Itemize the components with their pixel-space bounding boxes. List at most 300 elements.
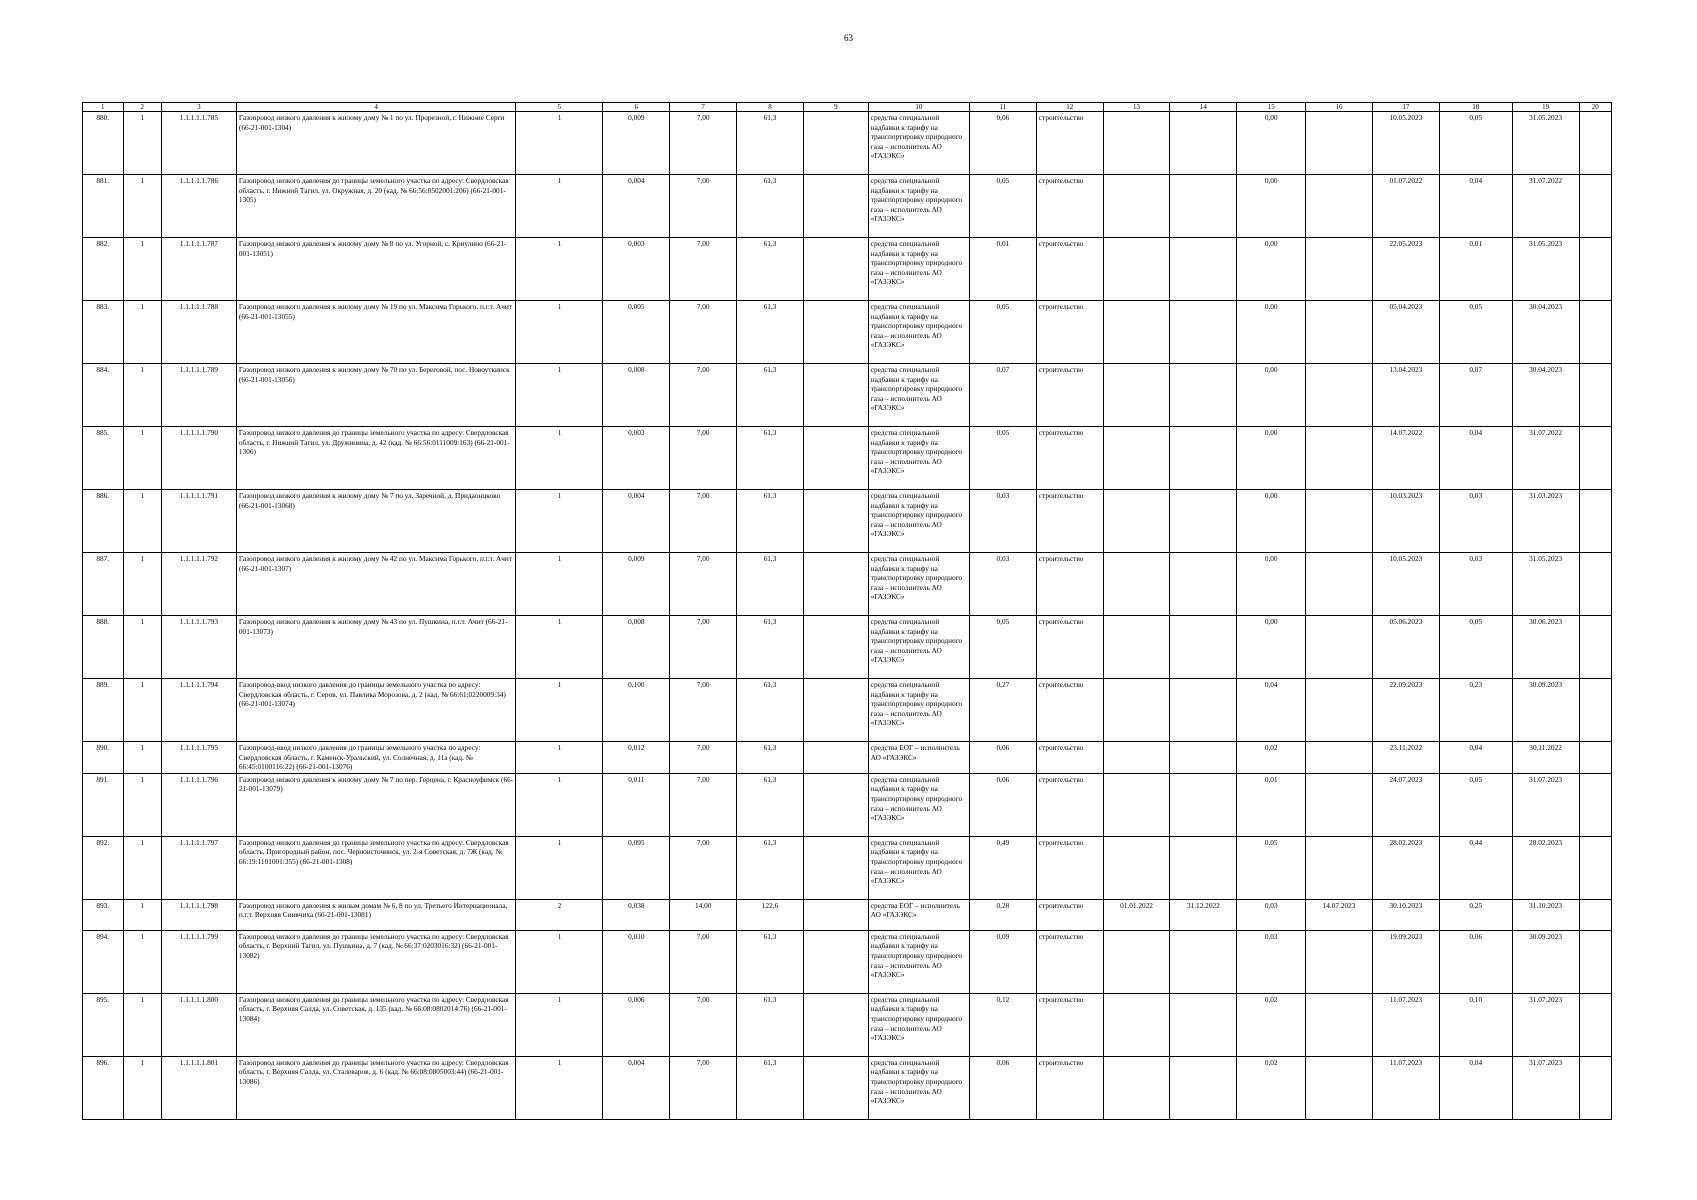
col-16-cell — [1306, 1056, 1373, 1119]
column-number-12: 12 — [1036, 103, 1103, 112]
work-type-cell: строительство — [1036, 836, 1103, 899]
col-17-cell: 13.04.2023 — [1372, 364, 1439, 427]
object-name-cell: Газопровод низкого давления к жилому дому № 8 по ул. Угорной, с. Криулино (66-21-001-13051) — [236, 238, 515, 301]
col-5-cell: 1 — [516, 930, 603, 993]
work-type-cell: строительство — [1036, 773, 1103, 836]
object-name-cell: Газопровод низкого давления до границы земельного участка по адресу: Свердловская область, г. Верхний Тагил, ул. Пушкина, д. 7 (кад. № 66:37:0203016:32) (66-21-001-13082) — [236, 930, 515, 993]
col-9-cell — [803, 616, 868, 679]
col-11-cell: 0,06 — [969, 1056, 1036, 1119]
col-16-cell — [1306, 993, 1373, 1056]
funding-source-cell: средства специальной надбавки к тарифу на транспортировку природного газа – исполнитель АО «ГАЗЭКС» — [868, 364, 969, 427]
col-8-cell: 61,3 — [737, 427, 804, 490]
column-number-8: 8 — [737, 103, 804, 112]
col-5-cell: 1 — [516, 364, 603, 427]
table-row — [83, 490, 1612, 553]
col-18-cell: 0,23 — [1439, 679, 1512, 742]
col-2-cell: 1 — [123, 899, 161, 930]
object-name-cell: Газопровод низкого давления до границы земельного участка по адресу: Свердловская область, г. Верхняя Салда, ул. Советская, д. 135 (кад. № 66:08:0802014:76) (66-21-001-13084) — [236, 993, 515, 1056]
row-number-cell: 886. — [83, 490, 124, 553]
col-13-cell — [1103, 773, 1170, 836]
col-5-cell: 1 — [516, 773, 603, 836]
col-8-cell: 61,3 — [737, 301, 804, 364]
col-15-cell: 0,00 — [1237, 301, 1306, 364]
col-17-cell: 19.09.2023 — [1372, 930, 1439, 993]
col-6-cell: 0,010 — [603, 930, 670, 993]
col-18-cell: 0,44 — [1439, 836, 1512, 899]
column-number-17: 17 — [1372, 103, 1439, 112]
col-17-cell: 11.07.2023 — [1372, 1056, 1439, 1119]
table-row — [83, 1056, 1612, 1119]
funding-source-cell: средства ЕОГ – исполнитель АО «ГАЗЭКС» — [868, 899, 969, 930]
col-2-cell: 1 — [123, 993, 161, 1056]
col-8-cell: 61,3 — [737, 553, 804, 616]
col-5-cell: 1 — [516, 742, 603, 774]
col-14-cell: 31.12.2022 — [1170, 899, 1237, 930]
column-number-10: 10 — [868, 103, 969, 112]
table-row — [83, 993, 1612, 1056]
col-18-cell: 0,07 — [1439, 364, 1512, 427]
col-7-cell: 7,00 — [670, 364, 737, 427]
col-16-cell — [1306, 175, 1373, 238]
object-code-cell: 1.1.1.1.1.796 — [161, 773, 236, 836]
col-6-cell: 0,011 — [603, 773, 670, 836]
funding-source-cell: средства специальной надбавки к тарифу на транспортировку природного газа – исполнитель АО «ГАЗЭКС» — [868, 175, 969, 238]
col-13-cell — [1103, 490, 1170, 553]
col-15-cell: 0,02 — [1237, 742, 1306, 774]
col-19-cell: 31.10.2023 — [1512, 899, 1579, 930]
table-row — [83, 112, 1612, 175]
col-15-cell: 0,00 — [1237, 238, 1306, 301]
object-name-cell: Газопровод низкого давления к жилому дому № 19 по ул. Максима Горького, п.г.т. Ачит (66-21-001-13055) — [236, 301, 515, 364]
col-14-cell — [1170, 553, 1237, 616]
object-name-cell: Газопровод низкого давления до границы земельного участка по адресу: Свердловская область, г. Нижний Тагил, ул. Дружинина, д. 42 (кад. № 66:56:0111009:163) (66-21-001-1306) — [236, 427, 515, 490]
col-11-cell: 0,12 — [969, 993, 1036, 1056]
col-2-cell: 1 — [123, 930, 161, 993]
col-7-cell: 7,00 — [670, 112, 737, 175]
col-7-cell: 7,00 — [670, 930, 737, 993]
funding-source-cell: средства ЕОГ – исполнитель АО «ГАЗЭКС» — [868, 742, 969, 774]
col-13-cell — [1103, 238, 1170, 301]
col-7-cell: 7,00 — [670, 490, 737, 553]
col-2-cell: 1 — [123, 175, 161, 238]
col-20-cell — [1579, 836, 1612, 899]
col-19-cell: 31.07.2023 — [1512, 993, 1579, 1056]
col-2-cell: 1 — [123, 490, 161, 553]
row-number-cell: 896. — [83, 1056, 124, 1119]
row-number-cell: 892. — [83, 836, 124, 899]
table-row — [83, 616, 1612, 679]
col-2-cell: 1 — [123, 773, 161, 836]
col-2-cell: 1 — [123, 836, 161, 899]
col-11-cell: 0,07 — [969, 364, 1036, 427]
col-5-cell: 1 — [516, 238, 603, 301]
column-number-6: 6 — [603, 103, 670, 112]
column-number-16: 16 — [1306, 103, 1373, 112]
row-number-cell: 891. — [83, 773, 124, 836]
col-17-cell: 28.02.2023 — [1372, 836, 1439, 899]
table-body — [83, 112, 1612, 1120]
work-type-cell: строительство — [1036, 742, 1103, 774]
column-number-5: 5 — [516, 103, 603, 112]
page-number: 63 — [844, 33, 853, 43]
row-number-cell: 880. — [83, 112, 124, 175]
col-15-cell: 0,02 — [1237, 993, 1306, 1056]
col-18-cell: 0,05 — [1439, 301, 1512, 364]
col-13-cell — [1103, 679, 1170, 742]
col-7-cell: 7,00 — [670, 553, 737, 616]
object-name-cell: Газопровод низкого давления к жилому дому № 1 по ул. Прорезной, г. Нижние Серги (66-21-001-1304) — [236, 112, 515, 175]
col-6-cell: 0,004 — [603, 490, 670, 553]
col-19-cell: 31.03.2023 — [1512, 490, 1579, 553]
col-5-cell: 1 — [516, 679, 603, 742]
col-13-cell — [1103, 553, 1170, 616]
col-14-cell — [1170, 742, 1237, 774]
object-name-cell: Газопровод низкого давления к жилому дому № 42 по ул. Максима Горького, п.г.т. Ачит (66-21-001-1307) — [236, 553, 515, 616]
object-code-cell: 1.1.1.1.1.791 — [161, 490, 236, 553]
column-number-19: 19 — [1512, 103, 1579, 112]
object-code-cell: 1.1.1.1.1.797 — [161, 836, 236, 899]
col-16-cell: 14.07.2023 — [1306, 899, 1373, 930]
col-14-cell — [1170, 427, 1237, 490]
object-code-cell: 1.1.1.1.1.795 — [161, 742, 236, 774]
col-9-cell — [803, 899, 868, 930]
col-9-cell — [803, 490, 868, 553]
col-9-cell — [803, 112, 868, 175]
col-19-cell: 28.02.2023 — [1512, 836, 1579, 899]
col-14-cell — [1170, 175, 1237, 238]
investment-program-table — [82, 102, 1612, 1120]
col-16-cell — [1306, 238, 1373, 301]
table-row — [83, 301, 1612, 364]
col-8-cell: 61,3 — [737, 930, 804, 993]
col-20-cell — [1579, 364, 1612, 427]
col-7-cell: 7,00 — [670, 773, 737, 836]
col-19-cell: 31.07.2022 — [1512, 427, 1579, 490]
object-code-cell: 1.1.1.1.1.793 — [161, 616, 236, 679]
column-number-4: 4 — [236, 103, 515, 112]
col-14-cell — [1170, 773, 1237, 836]
col-7-cell: 7,00 — [670, 616, 737, 679]
col-5-cell: 1 — [516, 175, 603, 238]
col-5-cell: 1 — [516, 1056, 603, 1119]
object-code-cell: 1.1.1.1.1.799 — [161, 930, 236, 993]
work-type-cell: строительство — [1036, 112, 1103, 175]
col-15-cell: 0,00 — [1237, 427, 1306, 490]
object-name-cell: Газопровод-ввод низкого давления до границы земельного участка по адресу: Свердловская область, г. Каменск-Уральский, ул. Солнечная, д. 11а (кад. № 66:45:0100116:22) (66-21-001-13076) — [236, 742, 515, 774]
col-20-cell — [1579, 679, 1612, 742]
object-code-cell: 1.1.1.1.1.787 — [161, 238, 236, 301]
col-19-cell: 30.04.2023 — [1512, 301, 1579, 364]
col-8-cell: 61,3 — [737, 836, 804, 899]
work-type-cell: строительство — [1036, 679, 1103, 742]
funding-source-cell: средства специальной надбавки к тарифу на транспортировку природного газа – исполнитель АО «ГАЗЭКС» — [868, 773, 969, 836]
col-16-cell — [1306, 742, 1373, 774]
work-type-cell: строительство — [1036, 301, 1103, 364]
table-row — [83, 427, 1612, 490]
funding-source-cell: средства специальной надбавки к тарифу на транспортировку природного газа – исполнитель АО «ГАЗЭКС» — [868, 553, 969, 616]
col-15-cell: 0,05 — [1237, 836, 1306, 899]
work-type-cell: строительство — [1036, 930, 1103, 993]
col-9-cell — [803, 553, 868, 616]
col-16-cell — [1306, 773, 1373, 836]
col-20-cell — [1579, 773, 1612, 836]
work-type-cell: строительство — [1036, 899, 1103, 930]
col-16-cell — [1306, 616, 1373, 679]
col-14-cell — [1170, 679, 1237, 742]
col-18-cell: 0,10 — [1439, 993, 1512, 1056]
col-15-cell: 0,03 — [1237, 930, 1306, 993]
work-type-cell: строительство — [1036, 553, 1103, 616]
col-19-cell: 30.09.2023 — [1512, 930, 1579, 993]
col-19-cell: 31.07.2023 — [1512, 773, 1579, 836]
col-5-cell: 2 — [516, 899, 603, 930]
col-6-cell: 0,095 — [603, 836, 670, 899]
col-19-cell: 31.07.2022 — [1512, 175, 1579, 238]
col-11-cell: 0,03 — [969, 490, 1036, 553]
col-9-cell — [803, 930, 868, 993]
col-17-cell: 01.07.2022 — [1372, 175, 1439, 238]
table-row — [83, 742, 1612, 774]
col-18-cell: 0,04 — [1439, 427, 1512, 490]
col-14-cell — [1170, 364, 1237, 427]
col-11-cell: 0,06 — [969, 773, 1036, 836]
row-number-cell: 895. — [83, 993, 124, 1056]
col-20-cell — [1579, 175, 1612, 238]
col-17-cell: 11.07.2023 — [1372, 993, 1439, 1056]
col-9-cell — [803, 742, 868, 774]
col-17-cell: 10.05.2023 — [1372, 112, 1439, 175]
col-16-cell — [1306, 679, 1373, 742]
work-type-cell: строительство — [1036, 490, 1103, 553]
col-13-cell — [1103, 616, 1170, 679]
object-name-cell: Газопровод-ввод низкого давления до границы земельного участка по адресу: Свердловская область, г. Серов, ул. Павлика Морозова, д. 2 (кад. № 66:61:0220009:34) (66-21-001-13074) — [236, 679, 515, 742]
row-number-cell: 882. — [83, 238, 124, 301]
col-15-cell: 0,00 — [1237, 112, 1306, 175]
col-14-cell — [1170, 238, 1237, 301]
col-17-cell: 24.07.2023 — [1372, 773, 1439, 836]
object-code-cell: 1.1.1.1.1.792 — [161, 553, 236, 616]
col-18-cell: 0,05 — [1439, 616, 1512, 679]
col-15-cell: 0,00 — [1237, 553, 1306, 616]
col-18-cell: 0,25 — [1439, 899, 1512, 930]
col-13-cell: 01.01.2022 — [1103, 899, 1170, 930]
col-18-cell: 0,04 — [1439, 1056, 1512, 1119]
object-name-cell: Газопровод низкого давления до границы земельного участка по адресу: Свердловская область, г. Верхняя Салда, ул. Сталеваров, д. 6 (кад. № 66:08:0805003:44) (66-21-001-13086) — [236, 1056, 515, 1119]
col-6-cell: 0,003 — [603, 238, 670, 301]
col-18-cell: 0,05 — [1439, 112, 1512, 175]
col-20-cell — [1579, 553, 1612, 616]
object-code-cell: 1.1.1.1.1.789 — [161, 364, 236, 427]
work-type-cell: строительство — [1036, 364, 1103, 427]
col-8-cell: 61,3 — [737, 616, 804, 679]
col-14-cell — [1170, 616, 1237, 679]
funding-source-cell: средства специальной надбавки к тарифу на транспортировку природного газа – исполнитель АО «ГАЗЭКС» — [868, 836, 969, 899]
col-8-cell: 122,6 — [737, 899, 804, 930]
col-20-cell — [1579, 742, 1612, 774]
col-11-cell: 0,06 — [969, 112, 1036, 175]
col-11-cell: 0,27 — [969, 679, 1036, 742]
col-6-cell: 0,012 — [603, 742, 670, 774]
row-number-cell: 883. — [83, 301, 124, 364]
col-7-cell: 7,00 — [670, 427, 737, 490]
col-14-cell — [1170, 112, 1237, 175]
col-16-cell — [1306, 930, 1373, 993]
column-number-15: 15 — [1237, 103, 1306, 112]
col-2-cell: 1 — [123, 112, 161, 175]
col-20-cell — [1579, 238, 1612, 301]
col-7-cell: 14,00 — [670, 899, 737, 930]
row-number-cell: 884. — [83, 364, 124, 427]
col-16-cell — [1306, 553, 1373, 616]
col-14-cell — [1170, 930, 1237, 993]
object-name-cell: Газопровод низкого давления к жилому дому № 7 по ул. Заречной, д. Придаонцково (66-21-001-13068) — [236, 490, 515, 553]
col-2-cell: 1 — [123, 427, 161, 490]
col-15-cell: 0,00 — [1237, 175, 1306, 238]
col-9-cell — [803, 364, 868, 427]
col-14-cell — [1170, 1056, 1237, 1119]
column-number-13: 13 — [1103, 103, 1170, 112]
object-name-cell: Газопровод низкого давления к жилому дому № 7 по пер. Герцена, г. Красноуфимск (66-21-001-13079) — [236, 773, 515, 836]
work-type-cell: строительство — [1036, 427, 1103, 490]
col-7-cell: 7,00 — [670, 742, 737, 774]
row-number-cell: 887. — [83, 553, 124, 616]
col-9-cell — [803, 1056, 868, 1119]
col-9-cell — [803, 427, 868, 490]
col-6-cell: 0,100 — [603, 679, 670, 742]
col-6-cell: 0,005 — [603, 301, 670, 364]
funding-source-cell: средства специальной надбавки к тарифу на транспортировку природного газа – исполнитель АО «ГАЗЭКС» — [868, 301, 969, 364]
table-row — [83, 175, 1612, 238]
col-8-cell: 61,3 — [737, 238, 804, 301]
col-8-cell: 61,3 — [737, 993, 804, 1056]
col-14-cell — [1170, 490, 1237, 553]
col-6-cell: 0,006 — [603, 993, 670, 1056]
col-17-cell: 22.05.2023 — [1372, 238, 1439, 301]
col-8-cell: 61,3 — [737, 364, 804, 427]
col-2-cell: 1 — [123, 553, 161, 616]
col-8-cell: 61,3 — [737, 679, 804, 742]
col-9-cell — [803, 993, 868, 1056]
col-5-cell: 1 — [516, 301, 603, 364]
col-7-cell: 7,00 — [670, 238, 737, 301]
col-2-cell: 1 — [123, 616, 161, 679]
col-6-cell: 0,004 — [603, 175, 670, 238]
col-2-cell: 1 — [123, 742, 161, 774]
col-8-cell: 61,3 — [737, 773, 804, 836]
table-row — [83, 679, 1612, 742]
col-19-cell: 30.09.2023 — [1512, 679, 1579, 742]
col-19-cell: 31.05.2023 — [1512, 238, 1579, 301]
col-6-cell: 0,009 — [603, 553, 670, 616]
col-18-cell: 0,04 — [1439, 742, 1512, 774]
object-code-cell: 1.1.1.1.1.788 — [161, 301, 236, 364]
col-18-cell: 0,01 — [1439, 238, 1512, 301]
col-5-cell: 1 — [516, 616, 603, 679]
column-number-14: 14 — [1170, 103, 1237, 112]
col-11-cell: 0,01 — [969, 238, 1036, 301]
col-15-cell: 0,02 — [1237, 1056, 1306, 1119]
object-code-cell: 1.1.1.1.1.800 — [161, 993, 236, 1056]
col-15-cell: 0,03 — [1237, 899, 1306, 930]
col-19-cell: 30.11.2022 — [1512, 742, 1579, 774]
col-11-cell: 0,05 — [969, 616, 1036, 679]
col-13-cell — [1103, 993, 1170, 1056]
row-number-cell: 890. — [83, 742, 124, 774]
funding-source-cell: средства специальной надбавки к тарифу на транспортировку природного газа – исполнитель АО «ГАЗЭКС» — [868, 616, 969, 679]
col-20-cell — [1579, 1056, 1612, 1119]
col-20-cell — [1579, 427, 1612, 490]
column-number-20: 20 — [1579, 103, 1612, 112]
col-8-cell: 61,3 — [737, 742, 804, 774]
col-17-cell: 10.05.2023 — [1372, 553, 1439, 616]
col-13-cell — [1103, 836, 1170, 899]
col-5-cell: 1 — [516, 490, 603, 553]
col-9-cell — [803, 175, 868, 238]
table-row — [83, 899, 1612, 930]
col-20-cell — [1579, 899, 1612, 930]
col-20-cell — [1579, 993, 1612, 1056]
col-7-cell: 7,00 — [670, 679, 737, 742]
funding-source-cell: средства специальной надбавки к тарифу на транспортировку природного газа – исполнитель АО «ГАЗЭКС» — [868, 112, 969, 175]
work-type-cell: строительство — [1036, 1056, 1103, 1119]
col-7-cell: 7,00 — [670, 993, 737, 1056]
col-11-cell: 0,06 — [969, 742, 1036, 774]
col-7-cell: 7,00 — [670, 175, 737, 238]
col-13-cell — [1103, 930, 1170, 993]
work-type-cell: строительство — [1036, 238, 1103, 301]
col-9-cell — [803, 836, 868, 899]
col-6-cell: 0,008 — [603, 364, 670, 427]
col-7-cell: 7,00 — [670, 301, 737, 364]
col-17-cell: 23.11.2022 — [1372, 742, 1439, 774]
col-13-cell — [1103, 175, 1170, 238]
col-18-cell: 0,03 — [1439, 490, 1512, 553]
col-5-cell: 1 — [516, 427, 603, 490]
row-number-cell: 888. — [83, 616, 124, 679]
col-20-cell — [1579, 616, 1612, 679]
col-16-cell — [1306, 836, 1373, 899]
col-16-cell — [1306, 112, 1373, 175]
column-number-3: 3 — [161, 103, 236, 112]
col-2-cell: 1 — [123, 238, 161, 301]
object-code-cell: 1.1.1.1.1.790 — [161, 427, 236, 490]
row-number-cell: 893. — [83, 899, 124, 930]
table-row — [83, 364, 1612, 427]
col-6-cell: 0,038 — [603, 899, 670, 930]
col-6-cell: 0,004 — [603, 1056, 670, 1119]
column-number-9: 9 — [803, 103, 868, 112]
row-number-cell: 894. — [83, 930, 124, 993]
col-16-cell — [1306, 301, 1373, 364]
col-17-cell: 22.09.2023 — [1372, 679, 1439, 742]
col-5-cell: 1 — [516, 553, 603, 616]
column-number-2: 2 — [123, 103, 161, 112]
object-name-cell: Газопровод низкого давления до границы земельного участка по адресу: Свердловская область, Пригородный район, пос. Черноисточинск, ул. 2-я Советская, д. 7Ж (кад. № 66:19:1101001:355) (66-21-001-1308) — [236, 836, 515, 899]
col-16-cell — [1306, 427, 1373, 490]
col-11-cell: 0,09 — [969, 930, 1036, 993]
column-number-1: 1 — [83, 103, 124, 112]
col-2-cell: 1 — [123, 364, 161, 427]
col-6-cell: 0,009 — [603, 112, 670, 175]
col-17-cell: 05.06.2023 — [1372, 616, 1439, 679]
col-8-cell: 61,3 — [737, 490, 804, 553]
object-code-cell: 1.1.1.1.1.801 — [161, 1056, 236, 1119]
col-13-cell — [1103, 742, 1170, 774]
col-18-cell: 0,06 — [1439, 930, 1512, 993]
row-number-cell: 889. — [83, 679, 124, 742]
table-row — [83, 773, 1612, 836]
col-19-cell: 31.07.2023 — [1512, 1056, 1579, 1119]
